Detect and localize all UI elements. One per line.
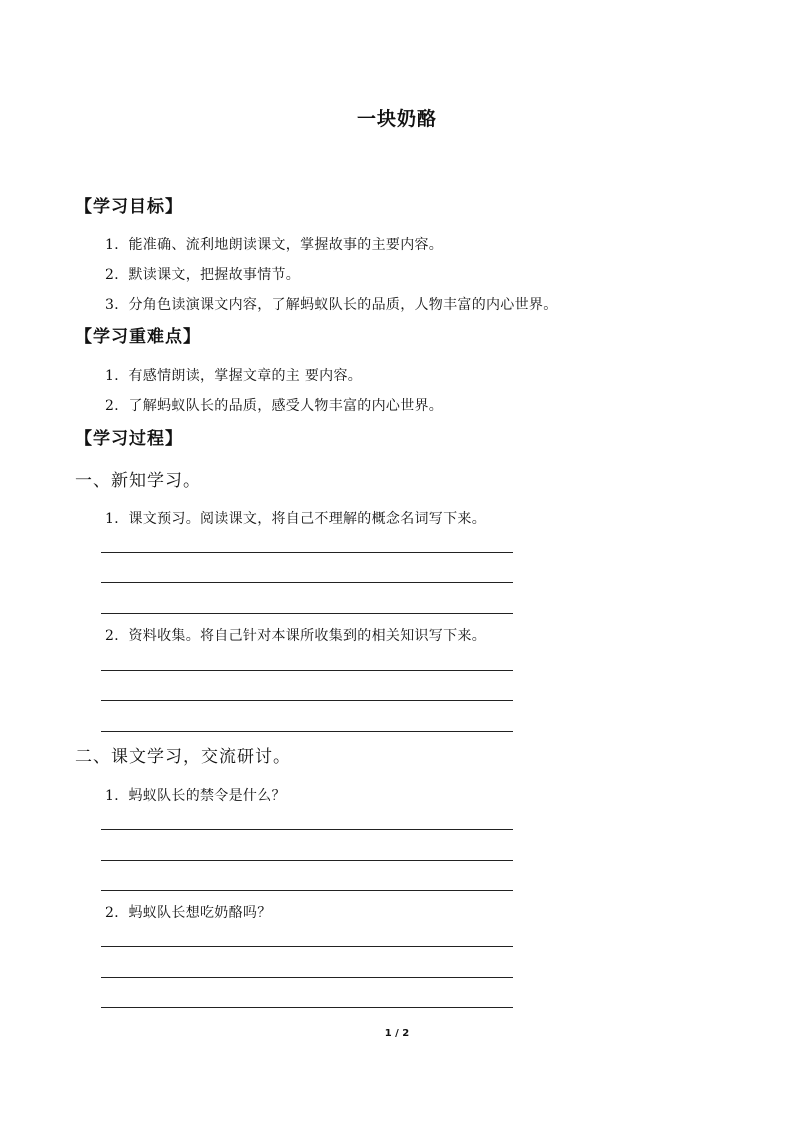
answer-line[interactable] [101,977,513,978]
answer-line[interactable] [101,890,513,891]
answer-line[interactable] [101,829,513,830]
goal-item-3: 3．分角色读演课文内容，了解蚂蚁队长的品质，人物丰富的内心世界。 [105,297,558,313]
section-1-title: 一、新知学习。 [75,471,201,491]
answer-line[interactable] [101,860,513,861]
goal-item-2: 2．默读课文，把握故事情节。 [105,267,301,283]
answer-line[interactable] [101,613,513,614]
answer-line[interactable] [101,552,513,553]
section-2-question-2: 2．蚂蚁队长想吃奶酪吗？ [105,905,272,921]
answer-line[interactable] [101,946,513,947]
answer-line[interactable] [101,731,513,732]
answer-line[interactable] [101,670,513,671]
page-number: 1 / 2 [384,1028,410,1039]
answer-line[interactable] [101,1007,513,1008]
key-point-item-2: 2．了解蚂蚁队长的品质，感受人物丰富的内心世界。 [105,398,444,414]
page-title: 一块奶酪 [356,108,437,130]
section-1-question-2: 2．资料收集。将自己针对本课所收集到的相关知识写下来。 [105,628,487,644]
answer-line[interactable] [101,582,513,583]
answer-line[interactable] [101,700,513,701]
goal-item-1: 1．能准确、流利地朗读课文，掌握故事的主要内容。 [105,237,444,253]
goals-heading: 【学习目标】 [75,197,183,217]
process-heading: 【学习过程】 [75,429,183,449]
section-2-question-1: 1．蚂蚁队长的禁令是什么？ [105,788,286,804]
section-2-title: 二、课文学习，交流研讨。 [75,747,291,767]
section-1-question-1: 1．课文预习。阅读课文，将自己不理解的概念名词写下来。 [105,511,487,527]
key-points-heading: 【学习重难点】 [75,327,201,347]
key-point-item-1: 1．有感情朗读，掌握文章的主 要内容。 [105,368,363,384]
